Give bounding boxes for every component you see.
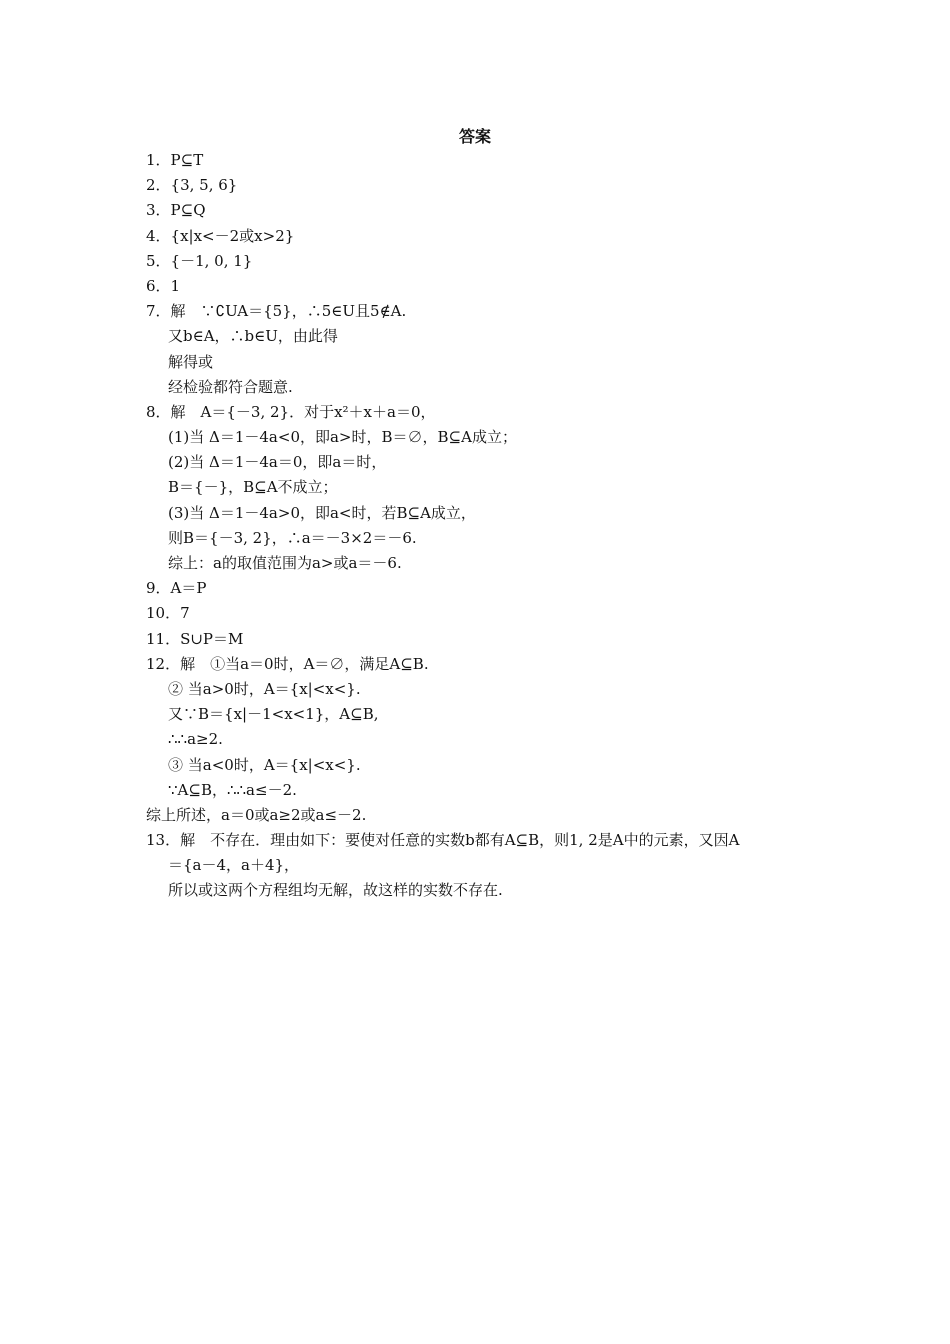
answer-line: 1．P⊆T bbox=[146, 151, 204, 169]
answer-line: 又b∈A，∴b∈U，由此得 bbox=[168, 327, 338, 346]
answer-line: ② 当a>0时，A＝{x|<x<}. bbox=[168, 679, 361, 698]
page-title: 答案 bbox=[458, 127, 491, 146]
answer-line: ＝{a－4，a＋4}， bbox=[168, 856, 300, 875]
answer-line: 所以或这两个方程组均无解，故这样的实数不存在. bbox=[168, 881, 503, 900]
answer-line: 则B＝{－3, 2}，∴a＝－3×2＝－6. bbox=[168, 528, 417, 547]
answer-line: ③ 当a<0时，A＝{x|<x<}. bbox=[168, 755, 361, 774]
answer-line: (3)当 Δ＝1－4a>0，即a<时，若B⊆A成立， bbox=[168, 503, 476, 522]
answer-line: ∵A⊆B，∴∴a≤－2. bbox=[168, 780, 297, 799]
answer-line: 9．A＝P bbox=[146, 579, 207, 598]
answer-line: 5．{－1, 0, 1} bbox=[146, 251, 253, 270]
answer-line: 又∵B＝{x|－1<x<1}，A⊆B, bbox=[168, 705, 379, 724]
answer-line: 经检验都符合题意. bbox=[168, 377, 293, 396]
answer-line: 2．{3, 5, 6} bbox=[146, 176, 238, 195]
answer-line: 解得或 bbox=[168, 352, 214, 371]
answer-list bbox=[146, 148, 826, 904]
answer-line: 10．7 bbox=[146, 604, 190, 623]
answer-line: 7．解 ∵∁UA＝{5}，∴5∈U且5∉A. bbox=[146, 302, 407, 321]
answer-line: (2)当 Δ＝1－4a＝0，即a＝时， bbox=[168, 453, 387, 472]
answer-line: 6．1 bbox=[146, 276, 181, 295]
answer-line: 11．S∪P＝M bbox=[146, 629, 244, 648]
answer-line: 综上：a的取值范围为a>或a＝－6. bbox=[168, 554, 402, 572]
answer-line: ∴∴a≥2. bbox=[168, 730, 223, 749]
answer-line: 12．解 ①当a＝0时，A＝∅，满足A⊆B. bbox=[146, 654, 429, 673]
answer-line: B＝{－}，B⊆A不成立； bbox=[168, 478, 338, 497]
answer-line: 8．解 A＝{－3, 2}．对于x²＋x＋a＝0， bbox=[146, 402, 436, 421]
answer-line: 3．P⊆Q bbox=[146, 201, 206, 220]
answer-line: 4．{x|x<－2或x>2} bbox=[146, 226, 295, 245]
answer-line: 13．解 不存在．理由如下：要使对任意的实数b都有A⊆B，则1, 2是A中的元素，又因A bbox=[146, 831, 740, 850]
answer-line: (1)当 Δ＝1－4a<0，即a>时，B＝∅，B⊆A成立； bbox=[168, 428, 517, 447]
answer-line: 综上所述，a＝0或a≥2或a≤－2. bbox=[146, 805, 367, 824]
